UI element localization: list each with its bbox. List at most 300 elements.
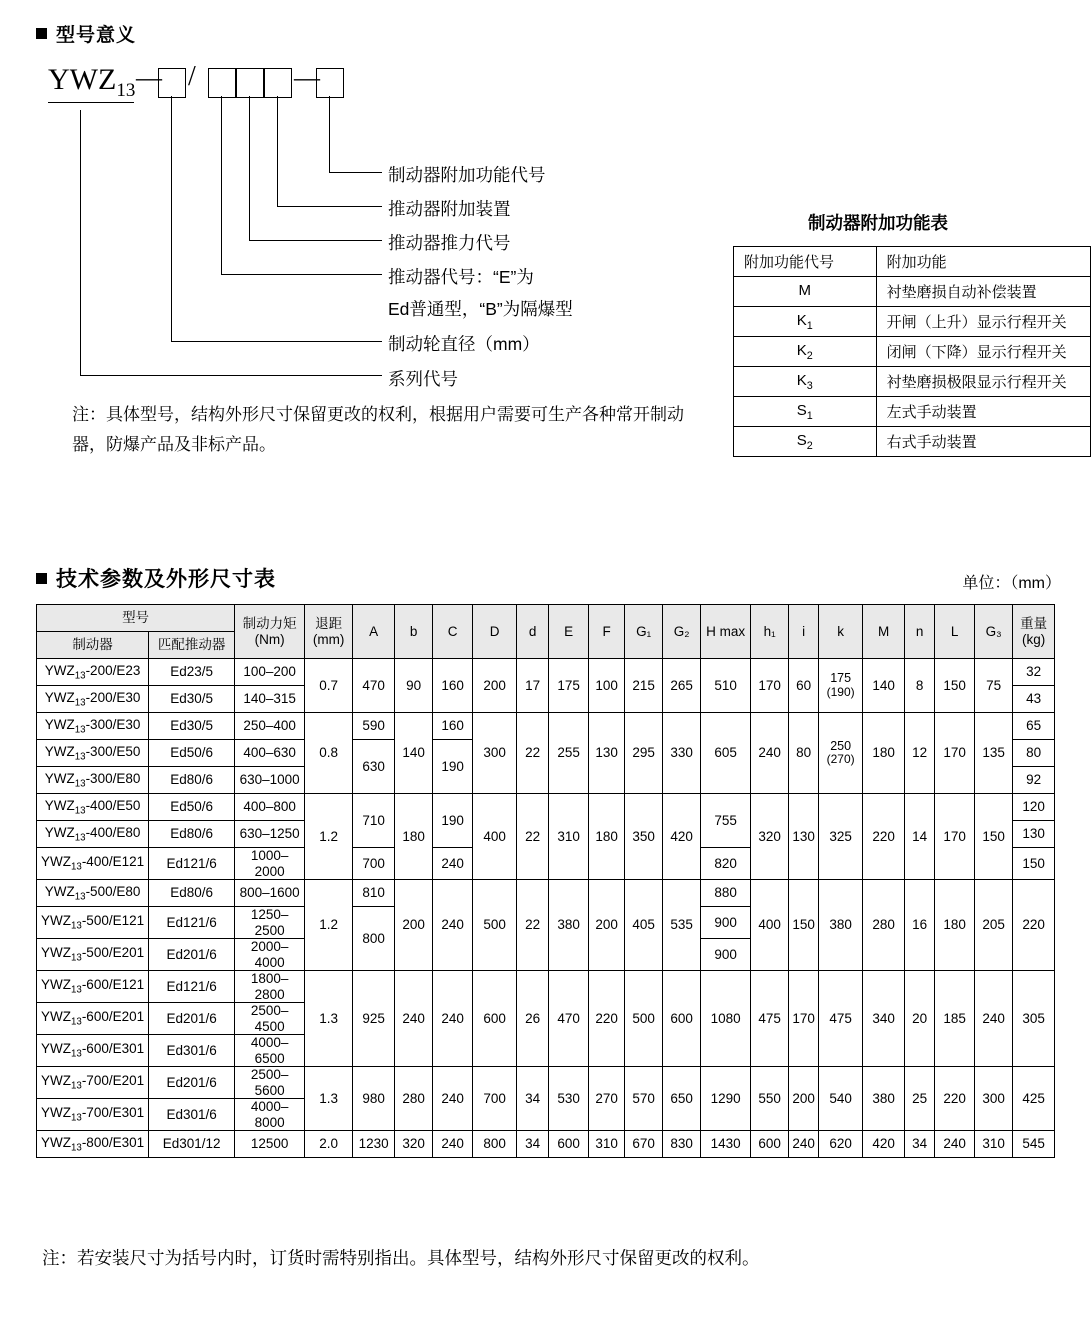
- cell-b: 200: [395, 880, 433, 971]
- model-prefix-text: YWZ: [48, 63, 117, 96]
- cell-pusher-model: Ed201/6: [149, 1067, 235, 1099]
- fn-code: [734, 367, 877, 397]
- fn-code-sub: 2: [806, 349, 813, 362]
- slash-separator: /: [188, 61, 196, 92]
- cell-brake-model: $YWZ_{13}-500/E80$: [37, 880, 149, 907]
- function-table: [733, 246, 1091, 457]
- cell-D: 400: [473, 794, 517, 880]
- cell-A: 590: [353, 713, 395, 740]
- cell-Hmax: 900: [701, 939, 751, 971]
- cell-brake-model: $YWZ_{13}-700/E301$: [37, 1099, 149, 1131]
- col-G1: G₁: [625, 605, 663, 659]
- cell-d: 22: [517, 880, 549, 971]
- cell-b: 320: [395, 1131, 433, 1158]
- fn-desc: 衬垫磨损极限显示行程开关: [876, 367, 1090, 397]
- cell-D: 700: [473, 1067, 517, 1131]
- cell-E: 255: [549, 713, 589, 794]
- cell-E: 310: [549, 794, 589, 880]
- cell-b: 180: [395, 794, 433, 880]
- cell-L: 170: [935, 794, 975, 880]
- code-box-pusher-attach: [264, 68, 292, 98]
- cell-n: 34: [905, 1131, 935, 1158]
- col-weight: [1013, 605, 1055, 659]
- table-row: [734, 277, 1091, 307]
- function-table-title: 制动器附加功能表: [808, 213, 948, 233]
- cell-brake-model: $YWZ_{13}-300/E30$: [37, 713, 149, 740]
- code-box-pusher-type: [208, 68, 236, 98]
- table-header-row: [734, 247, 1091, 277]
- col-M: M: [863, 605, 905, 659]
- cell-h1: 240: [751, 713, 789, 794]
- cell-brake-model: $YWZ_{13}-300/E50$: [37, 740, 149, 767]
- cell-G3: 135: [975, 713, 1013, 794]
- cell-E: 175: [549, 659, 589, 713]
- cell-D: 600: [473, 971, 517, 1067]
- col-G3: G₃: [975, 605, 1013, 659]
- cell-brake-model: $YWZ_{13}-500/E121$: [37, 907, 149, 939]
- cell-torque: 800–1600: [235, 880, 305, 907]
- cell-i: 150: [789, 880, 819, 971]
- cell-A: 700: [353, 848, 395, 880]
- cell-torque: 400–630: [235, 740, 305, 767]
- cell-weight: 130: [1013, 821, 1055, 848]
- col-L: L: [935, 605, 975, 659]
- cell-torque: 100–200: [235, 659, 305, 686]
- dash-1: —: [136, 63, 162, 92]
- leader-label-pusher-code: 推动器代号：“E”为: [388, 267, 534, 287]
- cell-A: 980: [353, 1067, 395, 1131]
- cell-C: 160: [433, 713, 473, 740]
- cell-n: 16: [905, 880, 935, 971]
- cell-retreat: 1.2: [305, 880, 353, 971]
- cell-G3: 300: [975, 1067, 1013, 1131]
- cell-M: 380: [863, 1067, 905, 1131]
- fn-code: [734, 277, 877, 307]
- cell-brake-model: $YWZ_{13}-400/E121$: [37, 848, 149, 880]
- cell-retreat: 1.3: [305, 971, 353, 1067]
- cell-E: 380: [549, 880, 589, 971]
- table-row: [734, 427, 1091, 457]
- fn-desc: 右式手动装置: [876, 427, 1090, 457]
- note-spec-table: 注：若安装尺寸为括号内时，订货时需特别指出。具体型号，结构外形尺寸保留更改的权利。: [42, 1248, 760, 1268]
- cell-k: 325: [819, 794, 863, 880]
- cell-G1: 215: [625, 659, 663, 713]
- col-brake: 制动器: [37, 632, 149, 659]
- cell-G2: 600: [663, 971, 701, 1067]
- cell-n: 8: [905, 659, 935, 713]
- cell-brake-model: $YWZ_{13}-600/E301$: [37, 1035, 149, 1067]
- cell-i: 60: [789, 659, 819, 713]
- leader-label-pusher-code-2: Ed普通型，“B”为隔爆型: [388, 299, 573, 319]
- cell-L: 240: [935, 1131, 975, 1158]
- cell-L: 150: [935, 659, 975, 713]
- cell-k: [819, 659, 863, 713]
- cell-A: 925: [353, 971, 395, 1067]
- cell-D: 300: [473, 713, 517, 794]
- cell-d: 22: [517, 794, 549, 880]
- col-k: k: [819, 605, 863, 659]
- cell-brake-model: $YWZ_{13}-600/E201$: [37, 1003, 149, 1035]
- cell-Hmax: 900: [701, 907, 751, 939]
- cell-Hmax: 510: [701, 659, 751, 713]
- fn-code: [734, 427, 877, 457]
- model-prefix: [48, 63, 135, 102]
- cell-pusher-model: Ed301/12: [149, 1131, 235, 1158]
- code-box-diameter: [158, 68, 186, 98]
- cell-D: 800: [473, 1131, 517, 1158]
- cell-C: 240: [433, 1131, 473, 1158]
- cell-C: 240: [433, 1067, 473, 1131]
- cell-C: 240: [433, 880, 473, 971]
- cell-pusher-model: Ed80/6: [149, 821, 235, 848]
- cell-pusher-model: Ed30/5: [149, 686, 235, 713]
- cell-pusher-model: Ed80/6: [149, 767, 235, 794]
- cell-k: 475: [819, 971, 863, 1067]
- cell-brake-model: $YWZ_{13}-600/E121$: [37, 971, 149, 1003]
- cell-F: 220: [589, 971, 625, 1067]
- cell-A: 710: [353, 794, 395, 848]
- fn-code-text: K: [796, 371, 807, 389]
- cell-retreat: 0.7: [305, 659, 353, 713]
- cell-d: 34: [517, 1067, 549, 1131]
- cell-Hmax: 1080: [701, 971, 751, 1067]
- cell-C: 240: [433, 971, 473, 1067]
- cell-weight: 220: [1013, 880, 1055, 971]
- leader-label-pusher-force: 推动器推力代号: [388, 233, 511, 253]
- table-row: [37, 1131, 1055, 1158]
- cell-torque: 2000–4000: [235, 939, 305, 971]
- fn-code-text: S: [796, 401, 807, 419]
- col-n: n: [905, 605, 935, 659]
- cell-E: 470: [549, 971, 589, 1067]
- col-C: C: [433, 605, 473, 659]
- note-model-meaning: 注：具体型号，结构外形尺寸保留更改的权利，根据用户需要可生产各种常开制动器，防爆产品及非标产品。: [72, 405, 684, 454]
- cell-d: 26: [517, 971, 549, 1067]
- cell-torque: 2500–4500: [235, 1003, 305, 1035]
- cell-weight: 43: [1013, 686, 1055, 713]
- cell-torque: 4000–8000: [235, 1099, 305, 1131]
- cell-brake-model: $YWZ_{13}-400/E50$: [37, 794, 149, 821]
- section-title-specs: [36, 563, 276, 593]
- fn-desc: 闭闸（下降）显示行程开关: [876, 337, 1090, 367]
- cell-F: 310: [589, 1131, 625, 1158]
- cell-d: 17: [517, 659, 549, 713]
- table-row: [734, 337, 1091, 367]
- col-h1: h₁: [751, 605, 789, 659]
- cell-pusher-model: Ed121/6: [149, 848, 235, 880]
- fn-code-text: M: [798, 281, 812, 299]
- cell-brake-model: $YWZ_{13}-800/E301$: [37, 1131, 149, 1158]
- cell-C: 190: [433, 794, 473, 848]
- table-row: [734, 367, 1091, 397]
- cell-k: [819, 713, 863, 794]
- cell-h1: 400: [751, 880, 789, 971]
- cell-n: 12: [905, 713, 935, 794]
- fn-code: [734, 307, 877, 337]
- cell-pusher-model: Ed301/6: [149, 1099, 235, 1131]
- col-group-model: 型号: [37, 605, 235, 632]
- cell-weight: 32: [1013, 659, 1055, 686]
- cell-pusher-model: Ed121/6: [149, 971, 235, 1003]
- cell-torque: 400–800: [235, 794, 305, 821]
- cell-weight: 65: [1013, 713, 1055, 740]
- section-title-model-meaning: [36, 20, 136, 47]
- table-row: [37, 659, 1055, 686]
- cell-n: 14: [905, 794, 935, 880]
- cell-G2: 265: [663, 659, 701, 713]
- table-header-row-1: [37, 605, 1055, 632]
- model-prefix-underline: [48, 102, 134, 103]
- cell-d: 22: [517, 713, 549, 794]
- cell-i: 200: [789, 1067, 819, 1131]
- cell-L: 170: [935, 713, 975, 794]
- section-title-text: 型号意义: [56, 25, 137, 46]
- cell-b: 280: [395, 1067, 433, 1131]
- leader-line-6: [80, 110, 382, 376]
- cell-weight: 150: [1013, 848, 1055, 880]
- cell-pusher-model: Ed301/6: [149, 1035, 235, 1067]
- table-row: [734, 397, 1091, 427]
- cell-k: 380: [819, 880, 863, 971]
- cell-h1: 475: [751, 971, 789, 1067]
- cell-F: 180: [589, 794, 625, 880]
- fn-code-text: S: [796, 431, 807, 449]
- cell-torque: 1250–2500: [235, 907, 305, 939]
- cell-Hmax: 820: [701, 848, 751, 880]
- leader-label-extra-function: 制动器附加功能代号: [388, 165, 546, 185]
- cell-M: 420: [863, 1131, 905, 1158]
- fn-code: [734, 397, 877, 427]
- cell-A: 800: [353, 907, 395, 971]
- cell-G3: 240: [975, 971, 1013, 1067]
- fn-code-sub: 1: [806, 319, 813, 332]
- cell-b: 90: [395, 659, 433, 713]
- cell-C: 160: [433, 659, 473, 713]
- cell-k-value: 250: [830, 738, 852, 753]
- cell-i: 80: [789, 713, 819, 794]
- cell-F: 100: [589, 659, 625, 713]
- cell-k-alt: (190): [826, 684, 855, 699]
- cell-h1: 320: [751, 794, 789, 880]
- col-retreat-label: 退距: [315, 615, 343, 631]
- cell-Hmax: 755: [701, 794, 751, 848]
- fn-code: [734, 337, 877, 367]
- table-row: [734, 307, 1091, 337]
- col-E: E: [549, 605, 589, 659]
- fn-code-sub: 2: [806, 439, 813, 452]
- cell-A: 1230: [353, 1131, 395, 1158]
- cell-d: 34: [517, 1131, 549, 1158]
- col-weight-label: 重量: [1020, 615, 1048, 631]
- code-box-pusher-force: [236, 68, 264, 98]
- cell-brake-model: $YWZ_{13}-200/E30$: [37, 686, 149, 713]
- cell-E: 530: [549, 1067, 589, 1131]
- col-d: d: [517, 605, 549, 659]
- cell-n: 25: [905, 1067, 935, 1131]
- cell-A: 470: [353, 659, 395, 713]
- cell-retreat: 1.2: [305, 794, 353, 880]
- cell-i: 170: [789, 971, 819, 1067]
- col-Hmax: H max: [701, 605, 751, 659]
- table-row: [37, 880, 1055, 907]
- cell-weight: 80: [1013, 740, 1055, 767]
- cell-M: 180: [863, 713, 905, 794]
- cell-A: 810: [353, 880, 395, 907]
- cell-h1: 600: [751, 1131, 789, 1158]
- cell-pusher-model: Ed201/6: [149, 939, 235, 971]
- cell-G1: 350: [625, 794, 663, 880]
- fn-code-sub: 1: [806, 409, 813, 422]
- model-prefix-subscript: 13: [116, 80, 136, 101]
- cell-G1: 295: [625, 713, 663, 794]
- cell-G3: 150: [975, 794, 1013, 880]
- cell-weight: 425: [1013, 1067, 1055, 1131]
- cell-i: 240: [789, 1131, 819, 1158]
- cell-weight: 120: [1013, 794, 1055, 821]
- cell-G2: 330: [663, 713, 701, 794]
- col-torque: [235, 605, 305, 659]
- cell-brake-model: $YWZ_{13}-200/E23$: [37, 659, 149, 686]
- cell-k: 620: [819, 1131, 863, 1158]
- fn-code-sub: 3: [806, 379, 813, 392]
- fn-desc: 左式手动装置: [876, 397, 1090, 427]
- cell-torque: 630–1000: [235, 767, 305, 794]
- cell-M: 140: [863, 659, 905, 713]
- cell-L: 220: [935, 1067, 975, 1131]
- cell-G1: 405: [625, 880, 663, 971]
- fn-desc: 衬垫磨损自动补偿装置: [876, 277, 1090, 307]
- fn-code-text: K: [796, 341, 807, 359]
- cell-D: 500: [473, 880, 517, 971]
- col-torque-label: 制动力矩: [242, 615, 297, 631]
- cell-pusher-model: Ed50/6: [149, 740, 235, 767]
- fn-desc: 开闸（上升）显示行程开关: [876, 307, 1090, 337]
- cell-h1: 550: [751, 1067, 789, 1131]
- cell-torque: 250–400: [235, 713, 305, 740]
- cell-weight: 545: [1013, 1131, 1055, 1158]
- col-retreat-unit: (mm): [312, 631, 345, 647]
- cell-retreat: 0.8: [305, 713, 353, 794]
- cell-torque: 2500–5600: [235, 1067, 305, 1099]
- cell-G1: 570: [625, 1067, 663, 1131]
- cell-F: 200: [589, 880, 625, 971]
- spec-table: [36, 604, 1055, 1158]
- units-label: 单位：（mm）: [962, 575, 1061, 592]
- col-retreat: [305, 605, 353, 659]
- cell-k: 540: [819, 1067, 863, 1131]
- col-i: i: [789, 605, 819, 659]
- col-A: A: [353, 605, 395, 659]
- cell-Hmax: 605: [701, 713, 751, 794]
- cell-k-alt: (270): [826, 752, 855, 767]
- cell-Hmax: 1290: [701, 1067, 751, 1131]
- table-row: [37, 794, 1055, 821]
- cell-pusher-model: Ed30/5: [149, 713, 235, 740]
- cell-b: 140: [395, 713, 433, 794]
- cell-weight: 305: [1013, 971, 1055, 1067]
- cell-retreat: 2.0: [305, 1131, 353, 1158]
- cell-k-value: 175: [830, 671, 852, 686]
- square-bullet-icon: [36, 28, 47, 39]
- cell-brake-model: $YWZ_{13}-500/E201$: [37, 939, 149, 971]
- cell-L: 180: [935, 880, 975, 971]
- leader-label-series-code: 系列代号: [388, 369, 458, 389]
- col-G2: G₂: [663, 605, 701, 659]
- dash-2: —: [294, 63, 320, 92]
- cell-torque: 1800–2800: [235, 971, 305, 1003]
- cell-L: 185: [935, 971, 975, 1067]
- cell-C: 190: [433, 740, 473, 794]
- leader-label-pusher-attach: 推动器附加装置: [388, 199, 511, 219]
- cell-torque: 12500: [235, 1131, 305, 1158]
- cell-n: 20: [905, 971, 935, 1067]
- cell-G3: 75: [975, 659, 1013, 713]
- cell-F: 270: [589, 1067, 625, 1131]
- cell-pusher-model: Ed50/6: [149, 794, 235, 821]
- col-F: F: [589, 605, 625, 659]
- col-torque-unit: (Nm): [254, 631, 285, 647]
- cell-G2: 535: [663, 880, 701, 971]
- table-row: [37, 713, 1055, 740]
- col-weight-unit: (kg): [1022, 631, 1046, 647]
- cell-pusher-model: Ed201/6: [149, 1003, 235, 1035]
- cell-brake-model: $YWZ_{13}-400/E80$: [37, 821, 149, 848]
- cell-M: 220: [863, 794, 905, 880]
- cell-G2: 830: [663, 1131, 701, 1158]
- square-bullet-icon: [36, 573, 47, 584]
- cell-torque: 1000–2000: [235, 848, 305, 880]
- cell-F: 130: [589, 713, 625, 794]
- cell-M: 280: [863, 880, 905, 971]
- cell-torque: 4000–6500: [235, 1035, 305, 1067]
- cell-G2: 650: [663, 1067, 701, 1131]
- cell-b: 240: [395, 971, 433, 1067]
- model-code-diagram: [40, 55, 740, 389]
- col-pusher: 匹配推动器: [149, 632, 235, 659]
- table-row: [37, 971, 1055, 1003]
- code-box-extra-function: [316, 68, 344, 98]
- cell-pusher-model: Ed121/6: [149, 907, 235, 939]
- cell-G1: 500: [625, 971, 663, 1067]
- cell-weight: 92: [1013, 767, 1055, 794]
- cell-retreat: 1.3: [305, 1067, 353, 1131]
- fn-header-desc: 附加功能: [876, 247, 1090, 277]
- fn-header-code: 附加功能代号: [734, 247, 877, 277]
- cell-A: 630: [353, 740, 395, 794]
- cell-Hmax: 1430: [701, 1131, 751, 1158]
- cell-M: 340: [863, 971, 905, 1067]
- table-row: [37, 1067, 1055, 1099]
- cell-D: 200: [473, 659, 517, 713]
- cell-brake-model: $YWZ_{13}-700/E201$: [37, 1067, 149, 1099]
- col-b: b: [395, 605, 433, 659]
- cell-pusher-model: Ed23/5: [149, 659, 235, 686]
- section-title-text: 技术参数及外形尺寸表: [56, 568, 276, 591]
- cell-G1: 670: [625, 1131, 663, 1158]
- col-D: D: [473, 605, 517, 659]
- cell-brake-model: $YWZ_{13}-300/E80$: [37, 767, 149, 794]
- cell-Hmax: 880: [701, 880, 751, 907]
- fn-code-text: K: [796, 311, 807, 329]
- cell-E: 600: [549, 1131, 589, 1158]
- cell-torque: 140–315: [235, 686, 305, 713]
- cell-C: 240: [433, 848, 473, 880]
- cell-torque: 630–1250: [235, 821, 305, 848]
- cell-G3: 310: [975, 1131, 1013, 1158]
- cell-G3: 205: [975, 880, 1013, 971]
- cell-h1: 170: [751, 659, 789, 713]
- cell-pusher-model: Ed80/6: [149, 880, 235, 907]
